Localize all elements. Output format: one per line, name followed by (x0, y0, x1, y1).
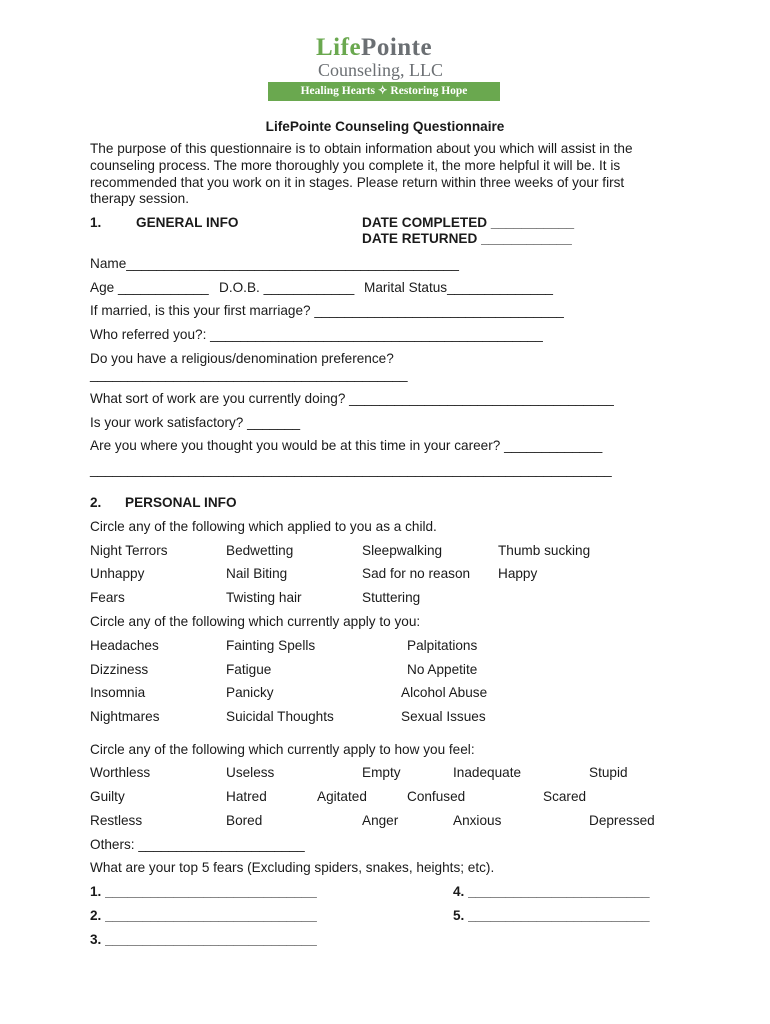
marital-status-field[interactable]: Marital Status______________ (364, 280, 553, 295)
current-option[interactable]: Dizziness (90, 662, 149, 677)
first-marriage-field[interactable]: If married, is this your first marriage? _________________________________ (90, 303, 564, 318)
child-option[interactable]: Unhappy (90, 566, 145, 581)
feel-prompt: Circle any of the following which currently apply to how you feel: (90, 742, 475, 757)
feel-option[interactable]: Hatred (226, 789, 267, 804)
feel-option[interactable]: Restless (90, 813, 143, 828)
tagline-restoring: Restoring Hope (390, 85, 468, 97)
child-option[interactable]: Bedwetting (226, 543, 294, 558)
current-option[interactable]: Nightmares (90, 709, 160, 724)
child-option[interactable]: Nail Biting (226, 566, 288, 581)
child-option[interactable]: Thumb sucking (498, 543, 591, 558)
feel-option[interactable]: Agitated (317, 789, 367, 804)
feel-option[interactable]: Scared (543, 789, 587, 804)
child-option[interactable]: Twisting hair (226, 590, 302, 605)
intro-line: therapy session. (90, 191, 189, 207)
career-field[interactable]: Are you where you thought you would be at this time in your career? _____________ (90, 438, 603, 453)
child-option[interactable]: Night Terrors (90, 543, 168, 558)
child-option[interactable]: Sad for no reason (362, 566, 471, 581)
child-option[interactable]: Fears (90, 590, 125, 605)
name-field[interactable]: Name____________________________________________ (90, 256, 459, 271)
referred-field[interactable]: Who referred you?: ____________________________________________ (90, 327, 543, 342)
current-option[interactable]: Alcohol Abuse (401, 685, 488, 700)
fear-field-3[interactable]: 3. ____________________________ (90, 932, 317, 947)
feel-option[interactable]: Useless (226, 765, 275, 780)
fears-prompt: What are your top 5 fears (Excluding spiders, snakes, heights; etc). (90, 860, 495, 875)
section2-number: 2. (90, 495, 102, 510)
religious-answer-line[interactable]: __________________________________________ (90, 367, 408, 382)
sparkle-icon: ✧ (377, 85, 388, 97)
date-returned-field[interactable]: DATE RETURNED ____________ (362, 231, 572, 246)
current-option[interactable]: Fainting Spells (226, 638, 316, 653)
child-option[interactable]: Stuttering (362, 590, 421, 605)
dob-field[interactable]: D.O.B. ____________ (219, 280, 355, 295)
fear-field-4[interactable]: 4. ________________________ (453, 884, 650, 899)
others-field[interactable]: Others: ______________________ (90, 837, 305, 852)
section1-heading: GENERAL INFO (136, 215, 239, 230)
child-option[interactable]: Happy (498, 566, 538, 581)
logo-life: Life (316, 34, 362, 61)
feel-option[interactable]: Depressed (589, 813, 655, 828)
current-option[interactable]: Sexual Issues (401, 709, 486, 724)
intro-line: recommended that you work on it in stages. Please return within three weeks of your first (90, 174, 625, 190)
feel-option[interactable]: Inadequate (453, 765, 522, 780)
intro-line: counseling process. The more thoroughly you complete it, the more helpful it will be. It is (90, 157, 621, 173)
feel-option[interactable]: Worthless (90, 765, 151, 780)
logo-wordmark (316, 34, 432, 62)
logo-pointe: Pointe (361, 34, 433, 61)
current-option[interactable]: Suicidal Thoughts (226, 709, 334, 724)
religious-question: Do you have a religious/denomination preference? (90, 351, 394, 366)
feel-option[interactable]: Anxious (453, 813, 502, 828)
child-prompt: Circle any of the following which applied to you as a child. (90, 519, 437, 534)
date-completed-field[interactable]: DATE COMPLETED ___________ (362, 215, 575, 230)
current-option[interactable]: Palpitations (407, 638, 478, 653)
tagline-healing: Healing Hearts (300, 85, 376, 97)
work-satisfactory-field[interactable]: Is your work satisfactory? _______ (90, 415, 301, 430)
feel-option[interactable]: Anger (362, 813, 399, 828)
feel-option[interactable]: Empty (362, 765, 401, 780)
feel-option[interactable]: Stupid (589, 765, 628, 780)
fear-field-5[interactable]: 5. ________________________ (453, 908, 650, 923)
logo-tagline (268, 82, 500, 101)
current-option[interactable]: Headaches (90, 638, 159, 653)
current-option[interactable]: Panicky (226, 685, 274, 700)
section2-heading: PERSONAL INFO (125, 495, 237, 510)
feel-option[interactable]: Confused (407, 789, 466, 804)
logo-subtitle: Counseling, LLC (318, 60, 443, 80)
child-option[interactable]: Sleepwalking (362, 543, 443, 558)
section1-number: 1. (90, 215, 102, 230)
age-field[interactable]: Age ____________ (90, 280, 209, 295)
current-prompt: Circle any of the following which currently apply to you: (90, 614, 421, 629)
intro-line: The purpose of this questionnaire is to obtain information about you which will assist in the (90, 141, 633, 156)
career-answer-line[interactable]: _____________________________________________________________________ (90, 462, 612, 477)
current-option[interactable]: Insomnia (90, 685, 146, 700)
fear-field-2[interactable]: 2. ____________________________ (90, 908, 317, 923)
feel-option[interactable]: Bored (226, 813, 263, 828)
current-option[interactable]: Fatigue (226, 662, 272, 677)
feel-option[interactable]: Guilty (90, 789, 125, 804)
current-option[interactable]: No Appetite (407, 662, 478, 677)
work-field[interactable]: What sort of work are you currently doing? ___________________________________ (90, 391, 614, 406)
fear-field-1[interactable]: 1. ____________________________ (90, 884, 317, 899)
page-title: LifePointe Counseling Questionnaire (265, 119, 505, 134)
intro-paragraph (90, 141, 660, 208)
